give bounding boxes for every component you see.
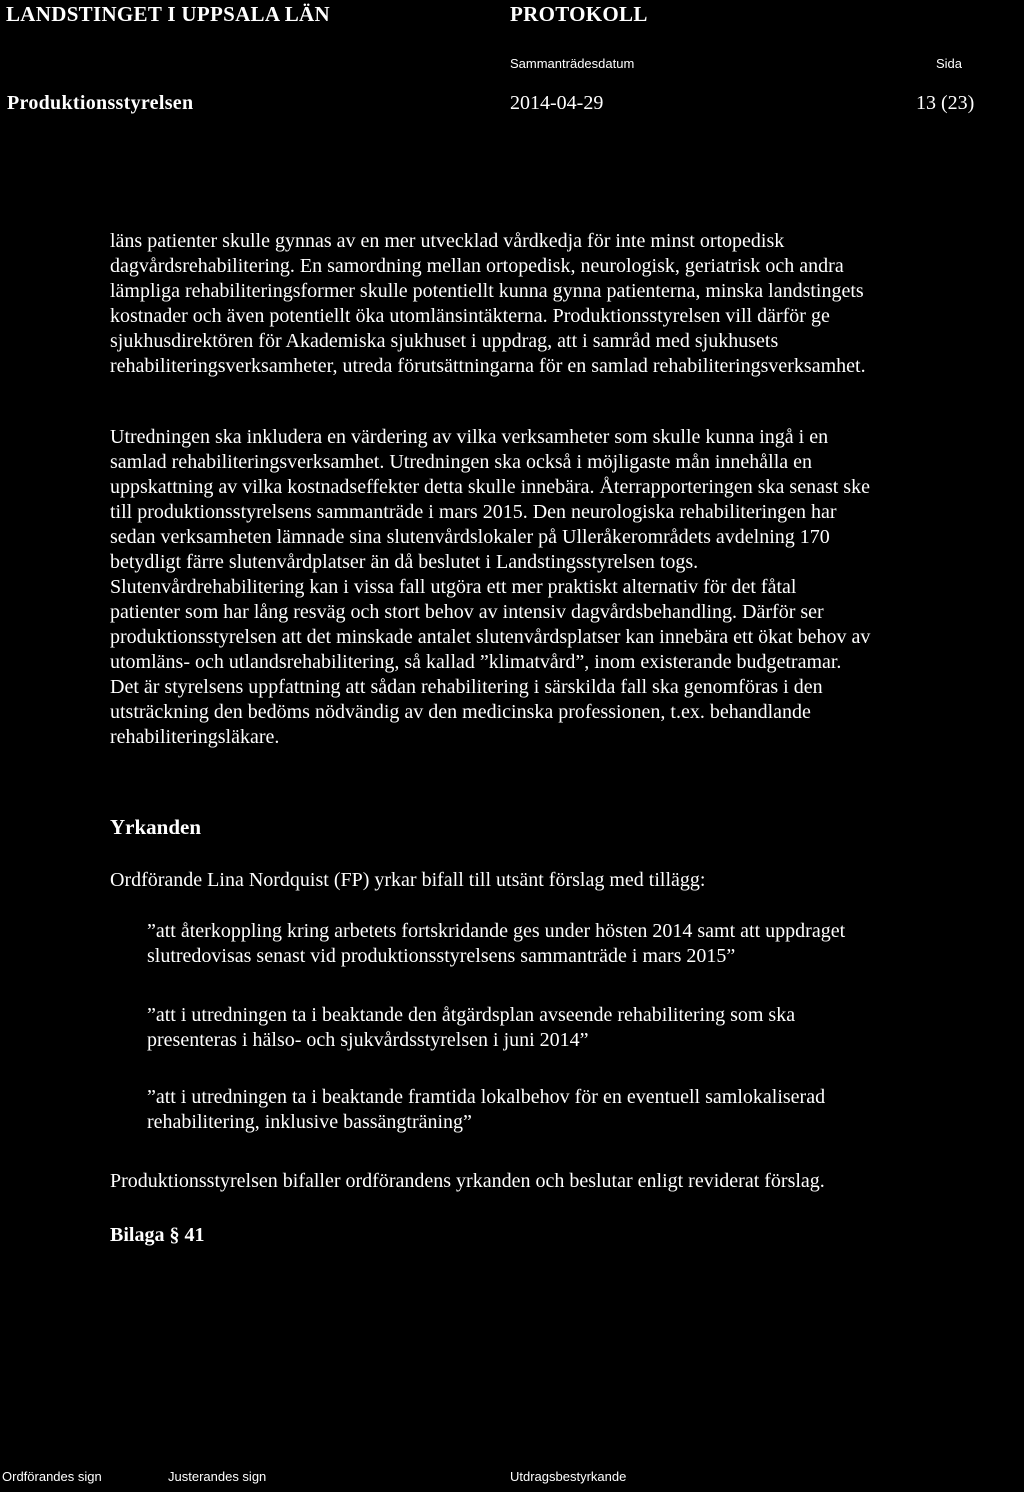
text-line: utsträckning den bedöms nödvändig av den medicinska professionen, t.ex. behandlande <box>110 701 811 723</box>
text-line: Slutenvårdrehabilitering kan i vissa fall utgöra ett mer praktiskt alternativ för det fåtal <box>110 576 797 598</box>
text-line: samlad rehabiliteringsverksamhet. Utredningen ska också i möjligaste mån innehålla en <box>110 451 813 473</box>
text-line: presenteras i hälso- och sjukvårdsstyrelsen i juni 2014” <box>147 1029 589 1051</box>
text-line: produktionsstyrelsen att det minskade antalet slutenvårdsplatser kan innebära ett ökat behov av <box>110 626 871 648</box>
text-line: Produktionsstyrelsen bifaller ordförandens yrkanden och beslutar enligt reviderat förslag. <box>110 1170 825 1192</box>
text-line: dagvårdsrehabilitering. En samordning mellan ortopedisk, neurologisk, geriatrisk och andra <box>110 255 844 277</box>
proposal-quote-3 <box>147 1085 825 1135</box>
text-line: Ordförande Lina Nordquist (FP) yrkar bifall till utsänt förslag med tillägg: <box>110 869 706 891</box>
page-label: Sida <box>936 56 963 71</box>
text-line: sjukhusdirektören för Akademiska sjukhuset i uppdrag, att i samråd med sjukhusets <box>110 330 779 352</box>
text-line: ”att i utredningen ta i beaktande den åtgärdsplan avseende rehabilitering som ska <box>147 1004 796 1026</box>
text-line: kostnader och även potentiellt öka utomlänsintäkterna. Produktionsstyrelsen vill därför ge <box>110 305 830 327</box>
text-line: rehabiliteringsverksamheter, utreda förutsättningarna för en samlad rehabiliteringsverksamhet. <box>110 355 866 377</box>
proposal-quote-1 <box>147 919 845 969</box>
text-line: Utredningen ska inkludera en värdering av vilka verksamheter som skulle kunna ingå i en <box>110 426 829 448</box>
text-line: utomläns- och utlandsrehabilitering, så kallad ”klimatvård”, inom existerande budgetramar. <box>110 651 842 673</box>
text-line: läns patienter skulle gynnas av en mer utvecklad vårdkedja för inte minst ortopedisk <box>110 230 785 252</box>
adjuster-signature-label: Justerandes sign <box>168 1469 267 1484</box>
section-heading: Yrkanden <box>110 815 202 839</box>
paragraph-1 <box>110 229 866 379</box>
text-line: slutredovisas senast vid produktionsstyrelsens sammanträde i mars 2015” <box>147 945 736 967</box>
text-line: patienter som har lång resväg och stort behov av intensiv dagvårdsbehandling. Därför ser <box>110 601 824 623</box>
text-line: ”att i utredningen ta i beaktande framtida lokalbehov för en eventuell samlokaliserad <box>147 1086 826 1108</box>
text-line: sedan verksamheten lämnade sina slutenvårdslokaler på Ulleråkerområdets avdelning 170 <box>110 526 830 548</box>
text-line: till produktionsstyrelsens sammanträde i mars 2015. Den neurologiska rehabiliteringen har <box>110 501 837 523</box>
attachment-reference: Bilaga § 41 <box>110 1224 205 1246</box>
document-type: PROTOKOLL <box>510 2 648 26</box>
text-line: rehabilitering, inklusive bassängträning” <box>147 1111 472 1133</box>
page-number: 13 (23) <box>916 92 975 114</box>
text-line: ”att återkoppling kring arbetets fortskridande ges under hösten 2014 samt att uppdraget <box>147 920 846 942</box>
committee-name: Produktionsstyrelsen <box>7 92 194 114</box>
text-line: betydligt färre slutenvårdplatser än då beslutet i Landstingsstyrelsen togs. <box>110 551 699 573</box>
meeting-date: 2014-04-29 <box>510 92 604 114</box>
chair-signature-label: Ordförandes sign <box>2 1469 102 1484</box>
paragraph-2 <box>110 425 870 750</box>
text-line: Det är styrelsens uppfattning att sådan rehabilitering i särskilda fall ska genomföras i den <box>110 676 823 698</box>
date-label: Sammanträdesdatum <box>510 56 635 71</box>
organization-name: LANDSTINGET I UPPSALA LÄN <box>6 2 330 26</box>
decision-text <box>110 1169 825 1194</box>
text-line: lämpliga rehabiliteringsformer skulle potentiellt kunna gynna patienterna, minska landstingets <box>110 280 864 302</box>
extract-certification-label: Utdragsbestyrkande <box>510 1469 627 1484</box>
proposal-intro <box>110 868 705 893</box>
text-line: uppskattning av vilka kostnadseffekter detta skulle innebära. Återrapporteringen ska senast ske <box>110 476 870 498</box>
text-line: rehabiliteringsläkare. <box>110 726 280 748</box>
proposal-quote-2 <box>147 1003 795 1053</box>
